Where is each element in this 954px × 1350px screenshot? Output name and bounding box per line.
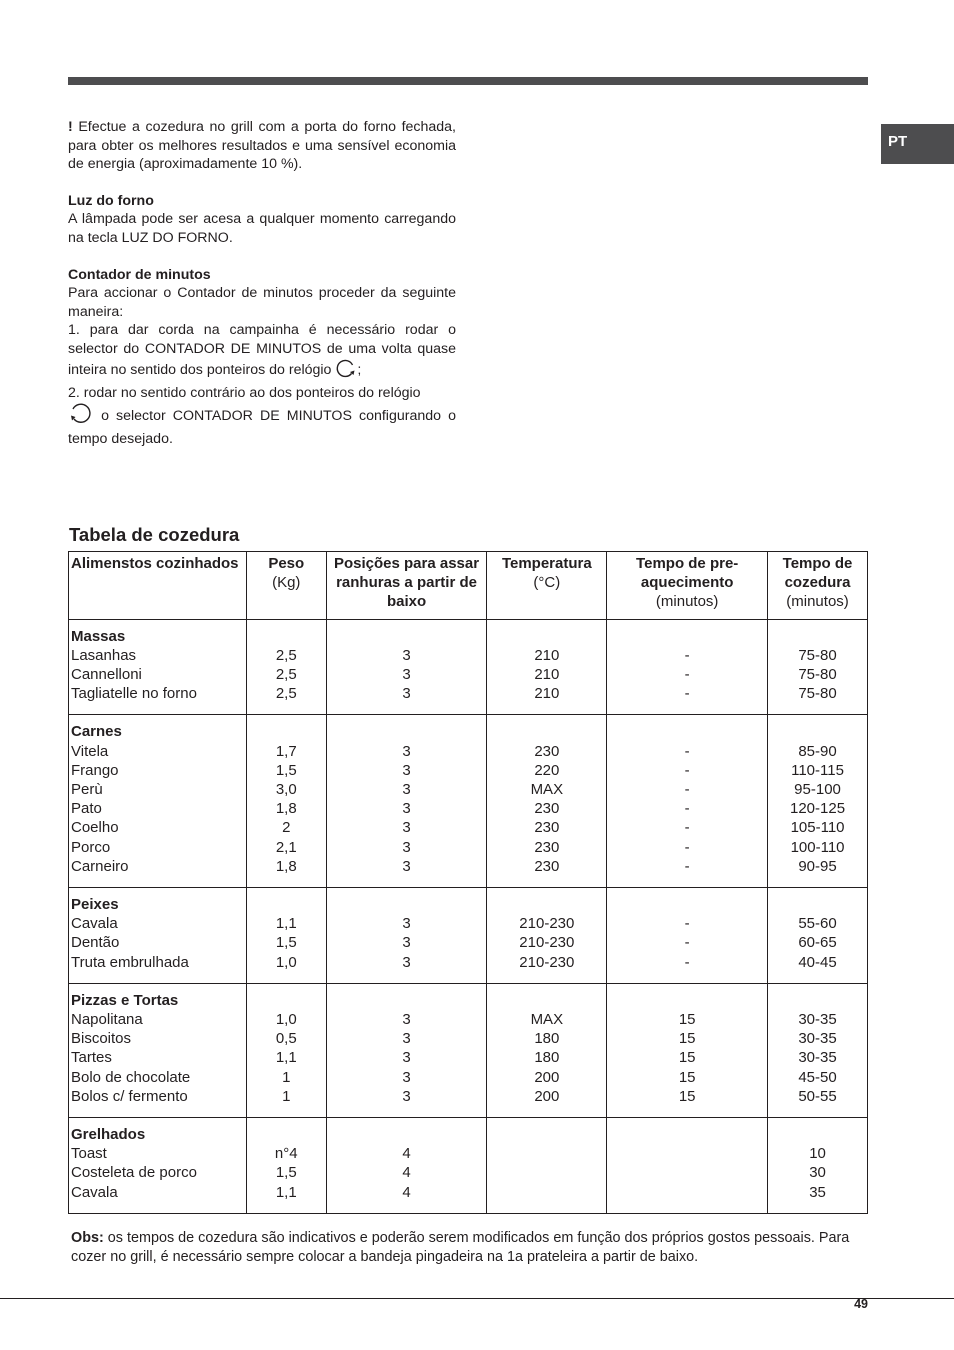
language-tab: PT <box>881 124 954 164</box>
header-cook-time: Tempo de cozedura (minutos) <box>768 552 868 620</box>
cell-weight <box>246 888 326 984</box>
category-label: Pizzas e Tortas <box>71 991 179 1009</box>
cook-time-value: 100-110 <box>790 838 845 856</box>
food-name: Costeleta de porco <box>71 1164 197 1182</box>
food-name: Bolo de chocolate <box>71 1068 191 1086</box>
cook-time-value: 50-55 <box>798 1087 837 1105</box>
cell-preheat <box>607 715 768 888</box>
temperature-value: MAX <box>530 781 564 799</box>
weight-value: 1,5 <box>275 761 297 779</box>
cook-time-value: 75-80 <box>798 666 837 683</box>
timer-step-2-a: 2. rodar no sentido contrário ao dos ponteiros do relógio <box>68 385 421 402</box>
temperature-value: 230 <box>534 742 560 760</box>
position-value: 4 <box>402 1164 411 1182</box>
weight-value: 2,5 <box>275 646 297 664</box>
temperature-value: MAX <box>530 1011 564 1029</box>
cell-position <box>326 983 487 1117</box>
temperature-value: 200 <box>534 1068 560 1086</box>
food-name: Pato <box>71 800 102 818</box>
food-name: Toast <box>71 1145 107 1163</box>
position-value: 3 <box>402 685 411 703</box>
table-group-row <box>69 888 868 984</box>
cell-food <box>69 715 247 888</box>
cook-time-value: 30-35 <box>798 1030 837 1048</box>
header-temperature: Temperatura (°C) <box>487 552 607 620</box>
food-name: Perù <box>71 781 103 799</box>
preheat-value: - <box>684 685 690 703</box>
cook-time-value: 30-35 <box>798 1049 837 1067</box>
food-name: Napolitana <box>71 1011 143 1029</box>
preheat-value: 15 <box>678 1011 696 1029</box>
food-name: Frango <box>71 761 119 779</box>
preheat-value: - <box>684 953 690 971</box>
position-value: 3 <box>402 646 411 664</box>
cell-weight <box>246 619 326 715</box>
food-name: Vitela <box>71 742 109 760</box>
page-number: 49 <box>854 1297 868 1311</box>
position-value: 3 <box>402 934 411 952</box>
position-value: 3 <box>402 1068 411 1086</box>
timer-intro: Para accionar o Contador de minutos proceder da seguinte maneira: <box>68 285 456 320</box>
position-value: 3 <box>402 819 411 837</box>
cell-food <box>69 983 247 1117</box>
timer-heading: Contador de minutos <box>68 266 211 283</box>
weight-value: 1,1 <box>275 915 297 933</box>
table-group-row <box>69 715 868 888</box>
weight-value: 2 <box>282 819 291 837</box>
position-value: 3 <box>402 915 411 933</box>
position-value: 3 <box>402 1049 411 1067</box>
temperature-value: 200 <box>534 1087 560 1105</box>
position-value: 3 <box>402 857 411 875</box>
food-name: Dentão <box>71 934 120 952</box>
table-title: Tabela de cozedura <box>69 524 240 545</box>
cook-time-value: 75-80 <box>798 646 837 664</box>
cell-preheat <box>607 619 768 715</box>
preheat-value <box>609 1144 765 1163</box>
cook-time-value: 45-50 <box>798 1068 837 1086</box>
cell-weight <box>246 1118 326 1214</box>
position-value: 4 <box>402 1183 411 1201</box>
temperature-value: 210-230 <box>519 915 575 933</box>
position-value: 3 <box>402 742 411 760</box>
preheat-value: - <box>684 666 690 683</box>
cell-position <box>326 1118 487 1214</box>
cell-preheat <box>607 983 768 1117</box>
weight-value: 1,8 <box>275 800 297 818</box>
warning-mark: ! <box>68 119 73 135</box>
temperature-value <box>489 1144 604 1163</box>
cell-weight <box>246 983 326 1117</box>
cell-weight <box>246 715 326 888</box>
cell-food <box>69 888 247 984</box>
food-name: Cavala <box>71 915 118 933</box>
position-value: 3 <box>402 953 411 971</box>
weight-value: 1,5 <box>275 1164 297 1182</box>
preheat-value: 15 <box>678 1068 696 1086</box>
weight-value: 2,1 <box>275 838 297 856</box>
header-weight: Peso (Kg) <box>246 552 326 620</box>
temperature-value: 180 <box>534 1049 560 1067</box>
category-label: Massas <box>71 627 126 645</box>
cell-cook-time <box>768 619 868 715</box>
preheat-value: - <box>684 742 690 760</box>
food-name: Biscoitos <box>71 1030 132 1048</box>
preheat-value: - <box>684 857 690 875</box>
position-value: 3 <box>402 781 411 799</box>
temperature-value <box>489 1183 604 1202</box>
preheat-value: - <box>684 934 690 952</box>
food-name: Truta embrulhada <box>71 953 189 971</box>
position-value: 3 <box>402 838 411 856</box>
temperature-value: 230 <box>534 819 560 837</box>
left-column <box>68 118 456 449</box>
weight-value: 2,5 <box>275 666 297 683</box>
weight-value: 0,5 <box>275 1030 297 1048</box>
position-value: 3 <box>402 1011 411 1029</box>
position-value: 4 <box>402 1145 411 1163</box>
weight-value: 1 <box>282 1087 291 1105</box>
cook-time-value: 55-60 <box>798 915 837 933</box>
header-preheat: Tempo de pre-aquecimento (minutos) <box>607 552 768 620</box>
cell-position <box>326 619 487 715</box>
weight-value: 1,1 <box>275 1183 297 1201</box>
cell-cook-time <box>768 715 868 888</box>
table-group-row <box>69 983 868 1117</box>
cell-position <box>326 888 487 984</box>
position-value: 3 <box>402 761 411 779</box>
cook-time-value: 75-80 <box>798 685 837 703</box>
food-name: Tartes <box>71 1049 112 1067</box>
preheat-value: - <box>684 781 690 799</box>
preheat-value: 15 <box>678 1087 696 1105</box>
light-text: A lâmpada pode ser acesa a qualquer momento carregando na tecla LUZ DO FORNO. <box>68 211 456 246</box>
table-group-row <box>69 1118 868 1214</box>
food-name: Carneiro <box>71 857 129 875</box>
preheat-value: - <box>684 838 690 856</box>
cell-temperature <box>487 983 607 1117</box>
preheat-value <box>609 1163 765 1182</box>
temperature-value: 210-230 <box>519 934 575 952</box>
cell-food <box>69 1118 247 1214</box>
cook-time-value: 120-125 <box>790 800 846 818</box>
cook-time-value: 110-115 <box>791 761 844 779</box>
temperature-value: 230 <box>534 800 560 818</box>
temperature-value: 210 <box>534 646 560 664</box>
weight-value: 2,5 <box>275 685 297 703</box>
food-name: Cannelloni <box>71 666 142 684</box>
note: Obs: os tempos de cozedura são indicativos e poderão serem modificados em função dos próprios gostos pessoais. Para cozer no grill, é necessário sempre colocar a bandeja pingadeira na 1a prateleira a partir de baixo. <box>71 1230 850 1266</box>
cell-cook-time <box>768 983 868 1117</box>
preheat-value: - <box>684 761 690 779</box>
cook-time-value: 105-110 <box>790 819 845 837</box>
cell-temperature <box>487 1118 607 1214</box>
temperature-value: 210 <box>534 685 560 703</box>
weight-value: 1,5 <box>275 934 297 952</box>
timer-step-2: o selector CONTADOR DE MINUTOS configurando o tempo desejado. <box>68 403 456 449</box>
cook-time-value: 30-35 <box>798 1011 837 1029</box>
preheat-value <box>609 1183 765 1202</box>
grill-warning: ! Efectue a cozedura no grill com a porta do forno fechada, para obter os melhores resultados e uma sensível economia de energia (aproximadamente 10 %). <box>68 119 456 173</box>
temperature-value: 210-230 <box>519 953 575 971</box>
cook-time-value: 35 <box>809 1183 826 1201</box>
cell-food <box>69 619 247 715</box>
cell-temperature <box>487 715 607 888</box>
food-name: Lasanhas <box>71 646 137 664</box>
weight-value: 1,0 <box>275 953 297 971</box>
position-value: 3 <box>402 1087 411 1105</box>
cook-time-value: 90-95 <box>798 857 837 875</box>
temperature-value: 220 <box>534 761 560 779</box>
cell-preheat <box>607 1118 768 1214</box>
cook-time-value: 95-100 <box>794 781 841 799</box>
light-heading: Luz do forno <box>68 192 154 209</box>
cell-position <box>326 715 487 888</box>
temperature-value: 180 <box>534 1030 560 1048</box>
cell-temperature <box>487 888 607 984</box>
table-header-row <box>69 552 868 620</box>
cell-cook-time <box>768 888 868 984</box>
weight-value: 1 <box>282 1068 291 1086</box>
cook-time-value: 10 <box>809 1145 826 1163</box>
food-name: Coelho <box>71 819 119 837</box>
food-name: Porco <box>71 838 111 856</box>
bottom-rule <box>0 1298 954 1299</box>
cooking-table <box>68 551 868 1214</box>
food-name: Bolos c/ fermento <box>71 1087 188 1105</box>
category-label: Grelhados <box>71 1126 146 1144</box>
cell-temperature <box>487 619 607 715</box>
cook-time-value: 40-45 <box>798 953 837 971</box>
cell-preheat <box>607 888 768 984</box>
weight-value: 1,8 <box>275 857 297 875</box>
header-food: Alimenstos cozinhados <box>69 552 247 620</box>
category-label: Carnes <box>71 723 122 741</box>
category-label: Peixes <box>71 896 119 914</box>
preheat-value: - <box>684 915 690 933</box>
cook-time-value: 30 <box>809 1164 826 1182</box>
position-value: 3 <box>402 1030 411 1048</box>
top-rule <box>68 77 868 85</box>
header-positions: Posições para assar ranhuras a partir de baixo <box>326 552 487 620</box>
preheat-value: - <box>684 646 690 664</box>
food-name: Cavala <box>71 1183 118 1201</box>
weight-value: 3,0 <box>275 781 297 799</box>
position-value: 3 <box>402 800 411 818</box>
preheat-value: - <box>684 800 690 818</box>
temperature-value: 230 <box>534 857 560 875</box>
cell-cook-time <box>768 1118 868 1214</box>
cook-time-value: 85-90 <box>798 742 837 760</box>
weight-value: 1,7 <box>275 742 297 760</box>
position-value: 3 <box>402 666 411 683</box>
clockwise-arrow-icon <box>335 359 357 385</box>
timer-step-1: 1. para dar corda na campainha é necessário rodar o selector do CONTADOR DE MINUTOS de uma volta quase inteira no sentido dos ponteiros do relógio ; <box>68 321 456 384</box>
preheat-value: 15 <box>678 1030 696 1048</box>
counterclockwise-arrow-icon <box>68 403 94 431</box>
food-name: Tagliatelle no forno <box>71 685 197 703</box>
weight-value: n°4 <box>274 1145 298 1163</box>
temperature-value: 230 <box>534 838 560 856</box>
weight-value: 1,1 <box>275 1049 297 1067</box>
table-group-row <box>69 619 868 715</box>
temperature-value <box>489 1163 604 1182</box>
preheat-value: 15 <box>678 1049 696 1067</box>
weight-value: 1,0 <box>275 1011 297 1029</box>
temperature-value: 210 <box>534 666 560 683</box>
preheat-value: - <box>684 819 690 837</box>
cook-time-value: 60-65 <box>798 934 837 952</box>
